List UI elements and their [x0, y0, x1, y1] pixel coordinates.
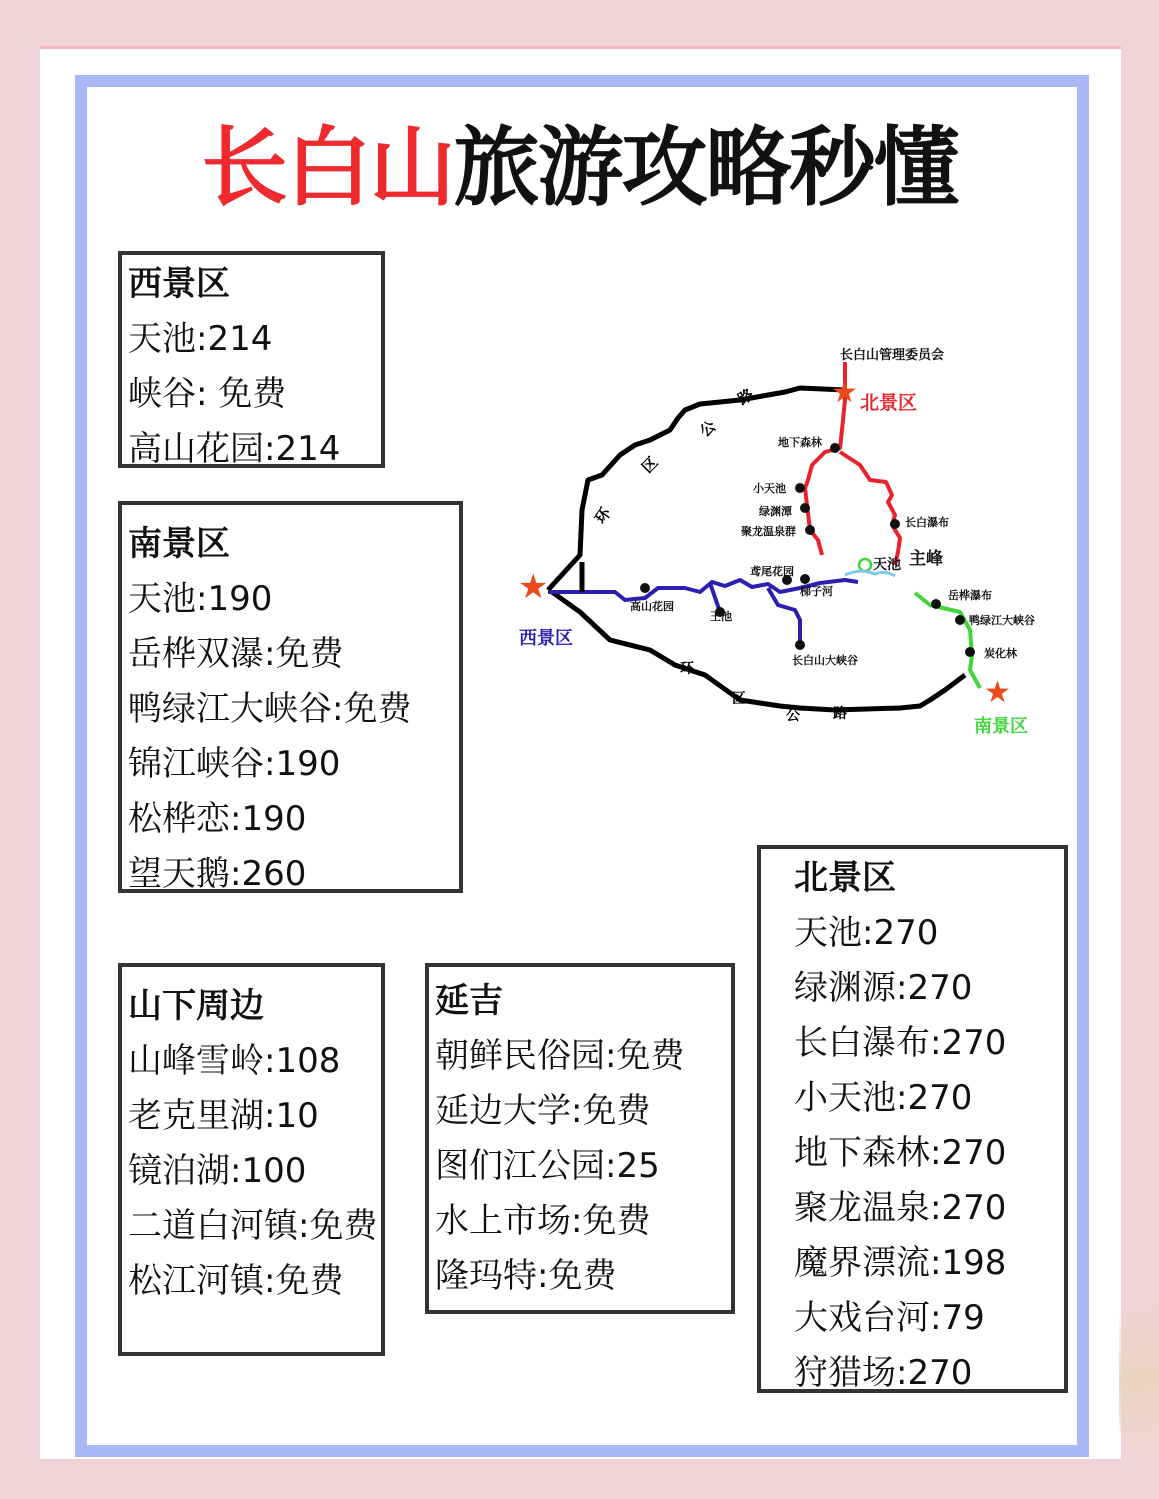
map-label-west-zone: 西景区	[519, 628, 573, 649]
list-item: 长白瀑布:270	[794, 1023, 1007, 1063]
list-item: 二道白河镇:免费	[128, 1206, 378, 1246]
north-zone-heading: 北景区	[794, 858, 896, 898]
south-route	[915, 593, 980, 688]
map-label-tianchi: 天池	[873, 557, 901, 573]
map-label: 鸢尾花园	[750, 565, 794, 578]
list-item: 图们江公园:25	[435, 1146, 660, 1186]
ring-road-char: 区	[638, 453, 662, 477]
list-item: 松桦恋:190	[128, 799, 307, 839]
title-black-part: 旅游攻略秒懂	[453, 118, 958, 218]
list-item: 隆玛特:免费	[435, 1256, 617, 1296]
list-item: 地下森林:270	[794, 1133, 1007, 1173]
nearby-box	[118, 963, 385, 1356]
list-item: 天池:214	[128, 319, 273, 359]
list-item: 山峰雪岭:108	[128, 1041, 341, 1081]
ring-road-char: 环	[591, 504, 615, 528]
yanji-heading: 延吉	[435, 981, 503, 1021]
north-zone-box	[757, 845, 1068, 1393]
nearby-heading: 山下周边	[128, 986, 264, 1026]
south-star-icon: ★	[984, 675, 1011, 710]
list-item: 魔界漂流:198	[794, 1243, 1007, 1283]
list-item: 绿渊源:270	[794, 968, 973, 1008]
list-item: 天池:190	[128, 579, 273, 619]
list-item: 延边大学:免费	[435, 1091, 651, 1131]
map-label-south-zone: 南景区	[974, 716, 1028, 737]
list-item: 岳桦双瀑:免费	[128, 634, 344, 674]
map-label: 鸭绿江大峡谷	[969, 614, 1035, 627]
map-label: 梯子河	[800, 585, 833, 598]
list-item: 小天池:270	[794, 1078, 973, 1118]
map-label-admin: 长白山管理委员会	[840, 348, 945, 363]
list-item: 峡谷: 免费	[128, 374, 287, 414]
map-label-north-zone: 北景区	[860, 392, 918, 414]
page-title	[0, 118, 1159, 218]
route-map	[500, 330, 1080, 750]
map-label: 王池	[710, 610, 732, 623]
ring-road-char: 路	[833, 706, 847, 722]
ring-road-char: 公	[696, 417, 720, 441]
list-item: 望天鹅:260	[128, 854, 307, 894]
ring-road-char: 区	[732, 691, 746, 707]
map-label: 长白山大峡谷	[792, 654, 858, 667]
list-item: 聚龙温泉:270	[794, 1188, 1007, 1228]
list-item: 水上市场:免费	[435, 1201, 651, 1241]
ring-road-char: 公	[786, 708, 800, 724]
ring-road-char: 环	[680, 661, 694, 677]
list-item: 大戏台河:79	[794, 1298, 985, 1338]
map-label: 高山花园	[630, 600, 674, 613]
map-label: 地下森林	[778, 436, 822, 449]
list-item: 锦江峡谷:190	[128, 744, 341, 784]
ring-road-char: 路	[734, 385, 757, 409]
yanji-box	[425, 963, 735, 1314]
map-label: 长白瀑布	[905, 516, 949, 529]
map-label: 绿渊潭	[759, 505, 792, 518]
list-item: 狩猎场:270	[794, 1353, 973, 1393]
decorative-petal	[1119, 1300, 1159, 1460]
list-item: 高山花园:214	[128, 429, 341, 469]
list-item: 镜泊湖:100	[128, 1151, 307, 1191]
list-item: 朝鲜民俗园:免费	[435, 1036, 685, 1076]
list-item: 松江河镇:免费	[128, 1261, 344, 1301]
map-label: 岳桦瀑布	[948, 589, 992, 602]
list-item: 老克里湖:10	[128, 1096, 319, 1136]
map-label: 小天池	[753, 482, 786, 495]
ring-road-south	[552, 592, 965, 710]
north-star-icon: ★	[831, 375, 858, 410]
west-zone-heading: 西景区	[128, 264, 230, 304]
tianchi-lake-icon	[859, 559, 871, 571]
list-item: 天池:270	[794, 913, 939, 953]
south-zone-box	[118, 501, 463, 893]
south-zone-heading: 南景区	[128, 524, 230, 564]
map-label: 聚龙温泉群	[741, 525, 796, 538]
title-red-part: 长白山	[201, 118, 454, 218]
west-zone-box	[118, 251, 385, 468]
list-item: 鸭绿江大峡谷:免费	[128, 689, 412, 729]
map-label-peak: 主峰	[909, 549, 943, 569]
map-label: 炭化林	[984, 647, 1017, 660]
west-star-icon: ★	[518, 567, 549, 607]
